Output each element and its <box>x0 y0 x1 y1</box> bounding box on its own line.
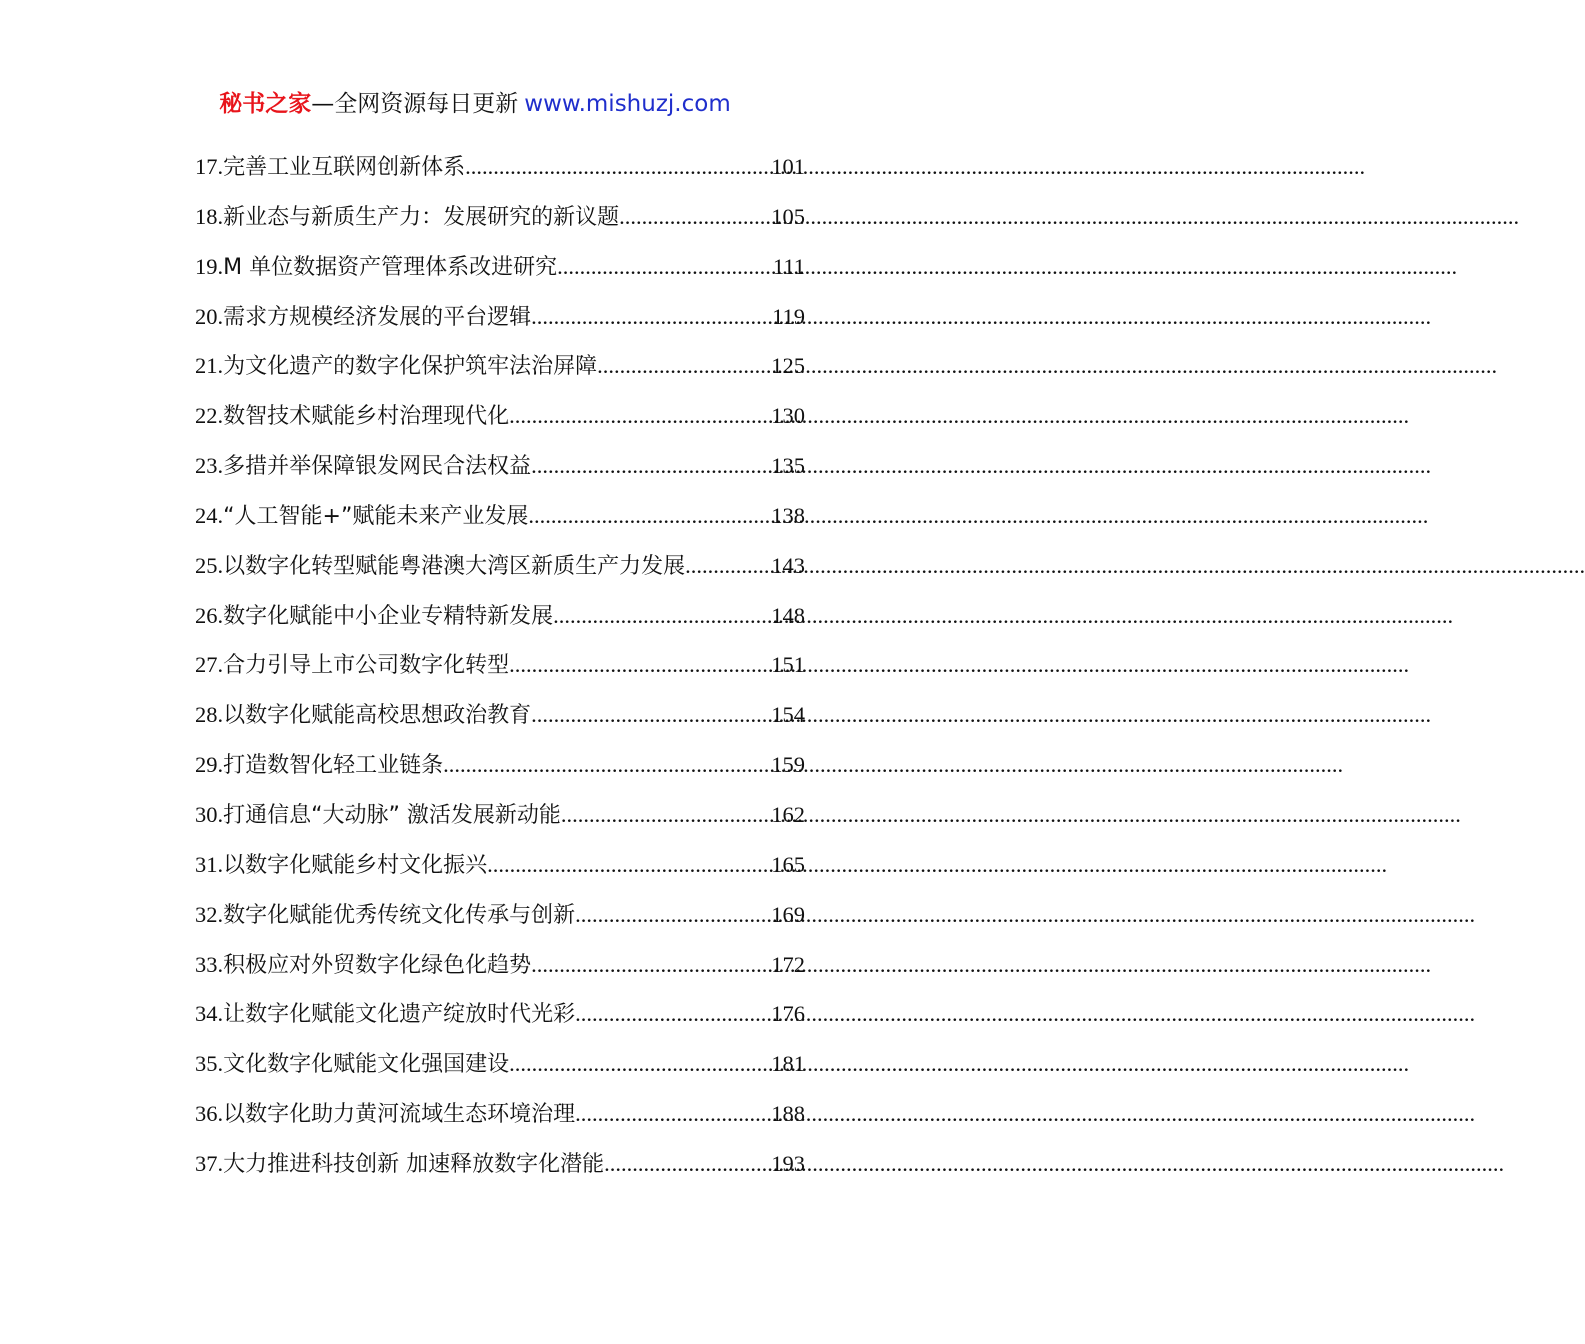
toc-dot-leader <box>531 446 771 486</box>
toc-entry-number: 37. <box>195 1150 224 1176</box>
toc-entry-number: 33. <box>195 951 224 977</box>
toc-entry-text: 需求方规模经济发展的平台逻辑 <box>223 304 532 330</box>
toc-entry-title <box>195 745 443 786</box>
toc-page-number: 193 <box>771 1150 805 1176</box>
toc-entry[interactable] <box>195 895 805 945</box>
toc-entry-text: 大力推进科技创新 加速释放数字化潜能 <box>223 1151 605 1177</box>
toc-entry-text: 数智技术赋能乡村治理现代化 <box>223 404 510 430</box>
toc-page-number: 151 <box>771 652 805 678</box>
toc-dot-leader <box>509 645 771 685</box>
toc-entry-title <box>195 895 575 936</box>
toc-page-number: 143 <box>771 552 805 578</box>
toc-entry-number: 19. <box>195 253 224 279</box>
toc-page-number: 172 <box>771 951 805 977</box>
toc-entry[interactable] <box>195 546 805 596</box>
toc-page-number: 111 <box>772 253 805 279</box>
toc-dot-leader <box>557 247 773 287</box>
table-of-contents <box>195 147 805 1194</box>
toc-entry-number: 28. <box>195 702 224 728</box>
toc-entry-number: 21. <box>195 353 224 379</box>
toc-page-number: 125 <box>771 353 805 379</box>
toc-entry-text: 以数字化转型赋能粤港澳大湾区新质生产力发展 <box>223 553 686 579</box>
toc-entry[interactable] <box>195 945 805 995</box>
toc-entry[interactable] <box>195 1094 805 1144</box>
toc-entry-text: 让数字化赋能文化遗产绽放时代光彩 <box>223 1002 576 1028</box>
toc-dot-leader <box>531 297 772 337</box>
toc-entry-number: 23. <box>195 453 224 479</box>
toc-entry-title <box>195 297 531 338</box>
toc-entry-number: 25. <box>195 552 224 578</box>
toc-entry[interactable] <box>195 346 805 396</box>
toc-entry[interactable] <box>195 745 805 795</box>
toc-entry-text: 数字化赋能优秀传统文化传承与创新 <box>223 902 576 928</box>
toc-dot-leader <box>561 795 771 835</box>
toc-entry[interactable] <box>195 1144 805 1194</box>
toc-dot-leader <box>685 546 771 586</box>
toc-entry[interactable] <box>195 446 805 496</box>
toc-entry-text: 文化数字化赋能文化强国建设 <box>223 1052 510 1078</box>
toc-page-number: 154 <box>771 702 805 728</box>
toc-entry-title <box>195 845 487 886</box>
toc-entry[interactable] <box>195 297 805 347</box>
toc-entry[interactable] <box>195 596 805 646</box>
toc-page-number: 101 <box>771 154 805 179</box>
toc-entry-text: 合力引导上市公司数字化转型 <box>223 653 510 679</box>
toc-entry[interactable] <box>195 247 805 297</box>
toc-entry-number: 24. <box>195 502 224 528</box>
toc-entry-title <box>195 1094 575 1135</box>
toc-dot-leader <box>531 695 771 735</box>
toc-entry-title <box>195 446 531 487</box>
toc-dot-leader <box>443 745 771 785</box>
toc-page-number: 148 <box>771 602 805 628</box>
toc-page-number: 138 <box>771 502 805 528</box>
toc-entry-title <box>195 596 553 637</box>
toc-dot-leader <box>575 895 771 935</box>
toc-entry-number: 26. <box>195 602 224 628</box>
toc-entry-title <box>195 1044 509 1085</box>
toc-entry-text: 多措并举保障银发网民合法权益 <box>223 454 532 480</box>
toc-entry[interactable] <box>195 845 805 895</box>
toc-entry-title <box>195 795 561 836</box>
toc-page-number: 105 <box>771 203 805 229</box>
toc-entry-title <box>195 496 528 537</box>
toc-page-number: 130 <box>771 403 805 429</box>
toc-dot-leader <box>531 945 771 985</box>
toc-page-number: 159 <box>771 752 805 778</box>
toc-entry-text: 数字化赋能中小企业专精特新发展 <box>223 603 554 629</box>
toc-entry-text: 以数字化赋能乡村文化振兴 <box>223 852 488 878</box>
toc-entry-title <box>195 645 509 686</box>
toc-dot-leader <box>575 994 771 1034</box>
toc-entry-text: 完善工业互联网创新体系 <box>223 155 466 180</box>
toc-entry-number: 31. <box>195 851 224 877</box>
toc-dot-leader <box>604 1144 771 1184</box>
toc-page-number: 188 <box>771 1101 805 1127</box>
toc-page-number: 135 <box>771 453 805 479</box>
toc-entry-number: 22. <box>195 403 224 429</box>
toc-entry-text: “人工智能+”赋能未来产业发展 <box>223 503 529 529</box>
toc-entry-text: 以数字化赋能高校思想政治教育 <box>223 703 532 729</box>
toc-entry-text: 积极应对外贸数字化绿色化趋势 <box>223 952 532 978</box>
toc-entry-text: 新业态与新质生产力：发展研究的新议题 <box>223 204 620 230</box>
toc-entry-number: 20. <box>195 303 224 329</box>
toc-entry[interactable] <box>195 197 805 247</box>
toc-entry-text: 以数字化助力黄河流域生态环境治理 <box>223 1102 576 1128</box>
toc-entry-title <box>195 396 509 437</box>
toc-dot-leader <box>575 1094 771 1134</box>
toc-entry-number: 27. <box>195 652 224 678</box>
toc-entry-title <box>195 945 531 986</box>
toc-dot-leader <box>465 147 771 187</box>
toc-entry[interactable] <box>195 147 805 197</box>
toc-entry-title <box>195 197 619 238</box>
toc-entry-number: 36. <box>195 1101 224 1127</box>
toc-entry-number: 34. <box>195 1001 224 1027</box>
toc-page-number: 165 <box>771 851 805 877</box>
toc-entry-number: 35. <box>195 1051 224 1077</box>
toc-entry-number: 29. <box>195 752 224 778</box>
toc-dot-leader <box>619 197 771 237</box>
toc-entry[interactable] <box>195 496 805 546</box>
toc-dot-leader <box>528 496 771 536</box>
toc-dot-leader <box>597 346 771 386</box>
toc-dot-leader <box>509 1044 771 1084</box>
toc-entry-number: 17. <box>195 154 224 179</box>
toc-entry[interactable] <box>195 396 805 446</box>
toc-entry[interactable] <box>195 994 805 1044</box>
toc-entry-title <box>195 695 531 736</box>
site-url-link[interactable]: www.mishuzj.com <box>524 91 731 117</box>
toc-entry[interactable] <box>195 1044 805 1094</box>
toc-page-number: 119 <box>772 303 805 329</box>
toc-entry[interactable] <box>195 645 805 695</box>
toc-entry-title <box>195 247 557 288</box>
toc-entry-title <box>195 1144 604 1185</box>
toc-entry-number: 32. <box>195 901 224 927</box>
toc-entry-title <box>195 994 575 1035</box>
toc-entry-title <box>195 346 597 387</box>
toc-page-number: 169 <box>771 901 805 927</box>
toc-dot-leader <box>509 396 771 436</box>
toc-entry-text: 为文化遗产的数字化保护筑牢法治屏障 <box>223 354 598 380</box>
brand-name: 秘书之家 <box>219 91 312 117</box>
toc-entry-text: 打通信息“大动脉” 激活发展新动能 <box>223 802 561 828</box>
header-tagline: —全网资源每日更新 <box>311 91 519 117</box>
toc-entry-number: 18. <box>195 203 224 229</box>
toc-dot-leader <box>487 845 771 885</box>
toc-entry[interactable] <box>195 695 805 745</box>
toc-page-number: 162 <box>771 801 805 827</box>
toc-entry[interactable] <box>195 795 805 845</box>
toc-entry-number: 30. <box>195 801 224 827</box>
toc-entry-title <box>195 147 465 188</box>
toc-entry-text: M 单位数据资产管理体系改进研究 <box>223 254 558 280</box>
toc-entry-title <box>195 546 685 587</box>
site-header <box>0 86 950 122</box>
toc-dot-leader <box>553 596 771 636</box>
toc-page-number: 181 <box>771 1051 805 1077</box>
toc-page-number: 176 <box>771 1001 805 1027</box>
toc-entry-text: 打造数智化轻工业链条 <box>223 753 444 779</box>
